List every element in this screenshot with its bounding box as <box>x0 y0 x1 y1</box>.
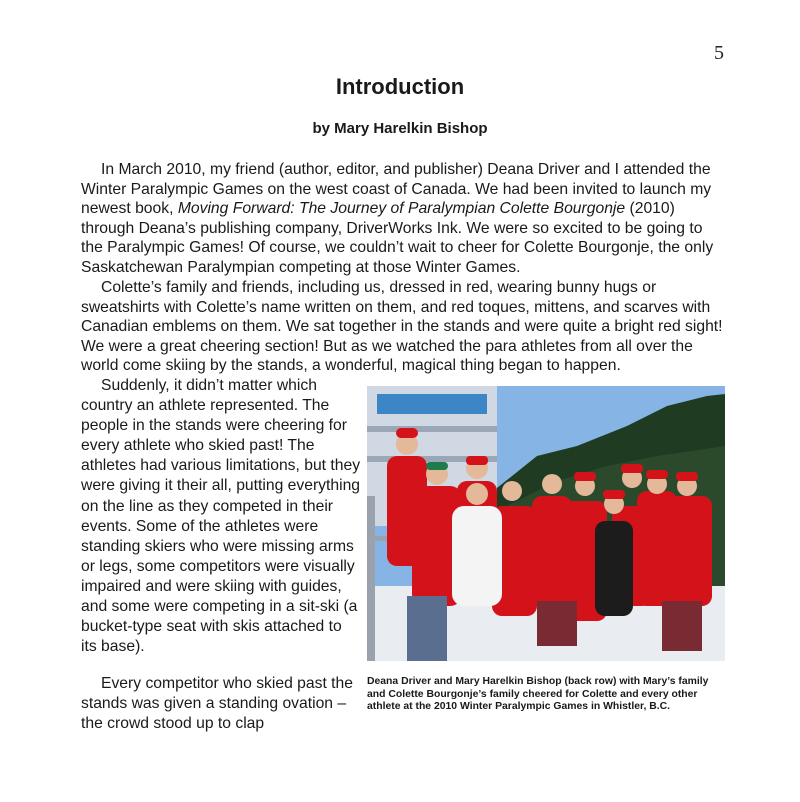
group-photo <box>367 386 725 661</box>
paragraph-1-text-b: (2010) through Deana’s publishing company, DriverWorks Ink. We were so excited to be going to the Paralympic Games! Of course, we couldn’t wait to cheer for Colette Bourgonje, the only Saskatchewan Paralympian competing at those Winter Games. <box>81 200 714 276</box>
photo-caption: Deana Driver and Mary Harelkin Bishop (back row) with Mary’s family and Colette Bourgonje’s family cheered for Colette and every other athlete at the 2010 Winter Paralympic Games in Whistler, B.C. <box>367 676 709 713</box>
paragraph-3: Suddenly, it didn’t matter which country an athlete represented. The people in the stands were cheering for every athlete who skied past! The athletes had various limitations, but they were giving it their all, putting everything on the line as they competed in their events. Some of the athletes were standing skiers who were missing arms or legs, some competitors were visually impaired and were skiing with guides, and some were competing in a sit-ski (a bucket-type seat with skis attached to its base). <box>81 377 361 656</box>
paragraph-4: Every competitor who skied past the stands was given a standing ovation – the crowd stood up to clap <box>81 675 353 733</box>
page-number: 5 <box>714 42 724 64</box>
paragraph-1 <box>81 160 727 278</box>
paragraph-2: Colette’s family and friends, including us, dressed in red, wearing bunny hugs or sweatshirts with Colette’s name written on them, and red toques, mittens, and scarves with Canadian emblems on them. We sat together in the stands and were quite a bright red sight! We were a great cheering section! But as we watched the para athletes from all over the world come skiing by the stands, a wonderful, magical thing began to happen. <box>81 279 723 375</box>
book-title: Moving Forward: The Journey of Paralympian Colette Bourgonje <box>177 200 626 218</box>
paragraph-1-text-a: In March 2010, my friend (author, editor, and publisher) Deana Driver and I attended the Winter Paralympic Games on the west coast of Canada. We had been invited to launch my newest book, <box>81 161 712 218</box>
page-title: Introduction <box>335 74 465 99</box>
byline: by Mary Harelkin Bishop <box>312 120 488 137</box>
